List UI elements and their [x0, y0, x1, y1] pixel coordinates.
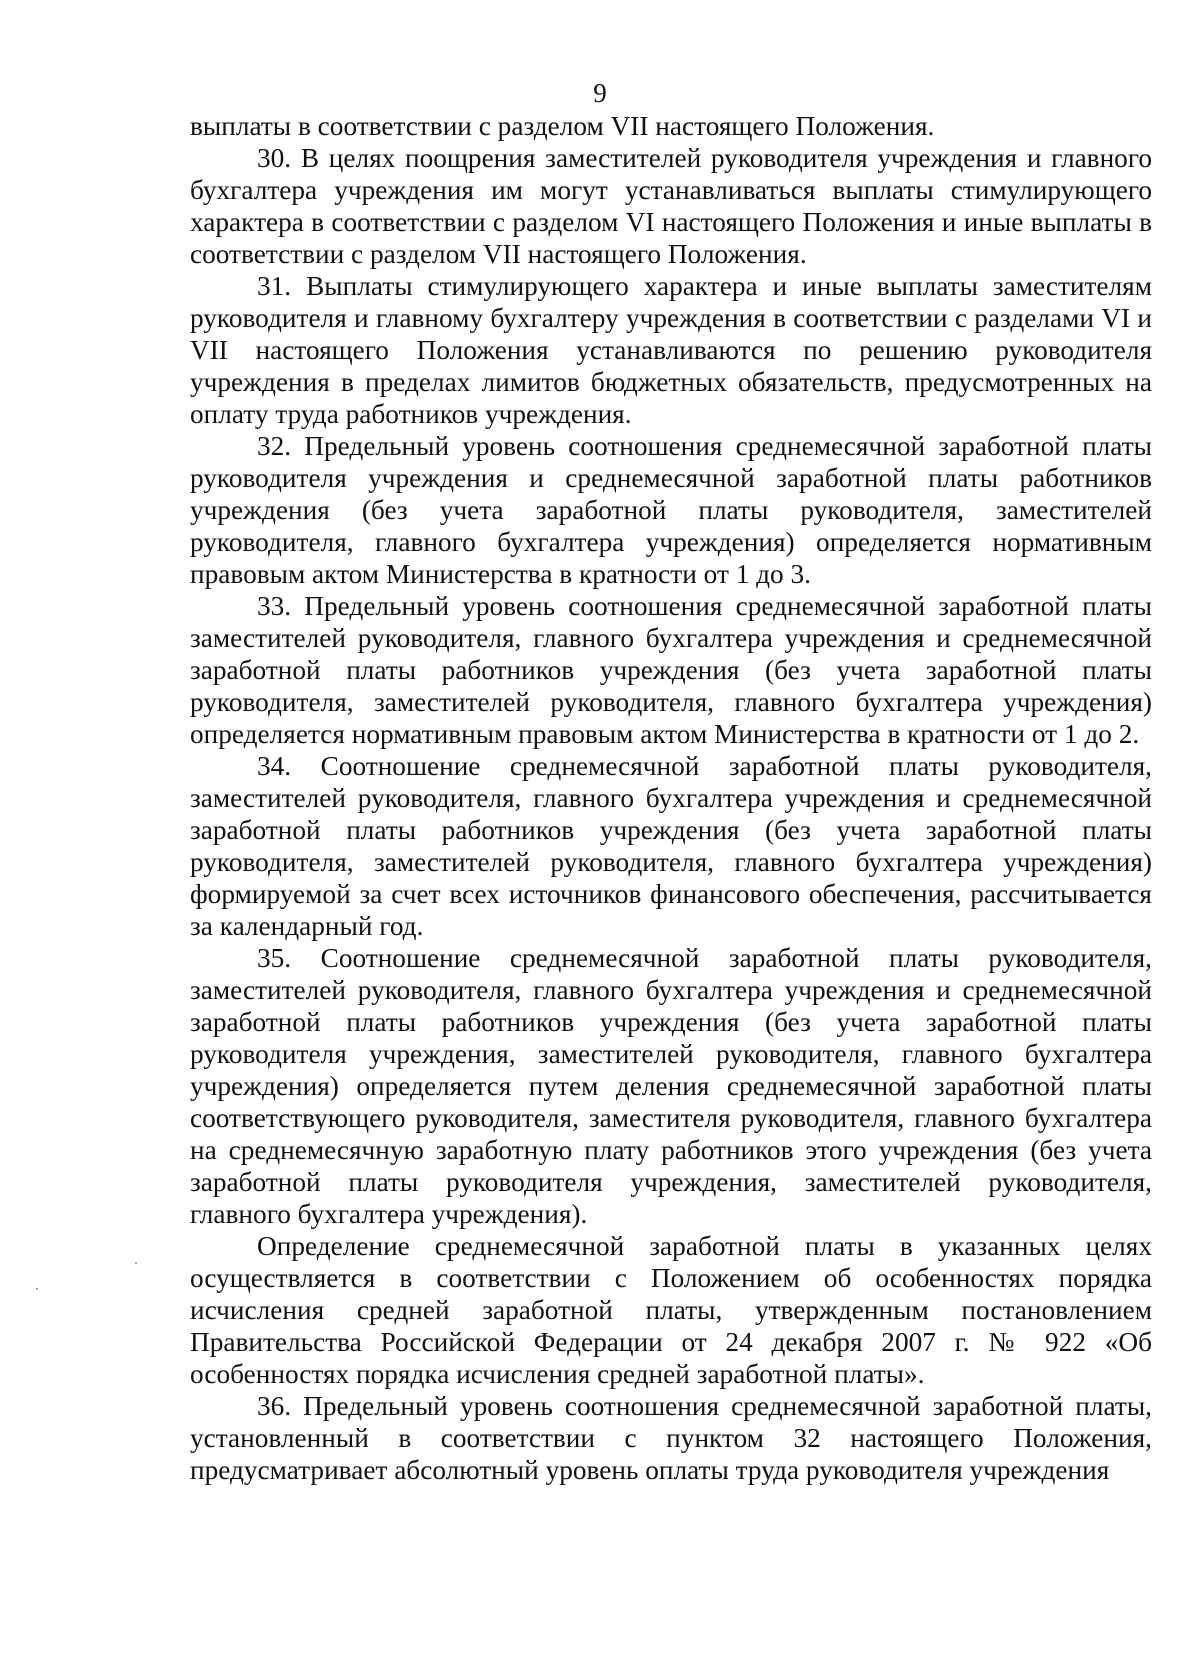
paragraph-32: 32. Предельный уровень соотношения среднемесячной заработной платы руководителя учреждения и среднемесячной заработной платы работников учреждения (без учета заработной платы руководителя, заместителей руководителя, главного бухгалтера учреждения) определяется нормативным правовым актом Министерства в кратности от 1 до 3. — [190, 431, 1152, 589]
page-number: 9 — [593, 78, 607, 108]
paragraph-36: 36. Предельный уровень соотношения среднемесячной заработной платы, установленный в соответствии с пунктом 32 настоящего Положения, предусматривает абсолютный уровень оплаты труда руководителя учреждения — [190, 1391, 1152, 1485]
paragraph-continuation: выплаты в соответствии с разделом VII настоящего Положения. — [190, 111, 935, 141]
paragraph-31: 31. Выплаты стимулирующего характера и иные выплаты заместителям руководителя и главному бухгалтеру учреждения в соответствии с разделами VI и VII настоящего Положения устанавливаются по решению руководителя учреждения в пределах лимитов бюджетных обязательств, предусмотренных на оплату труда работников учреждения. — [190, 271, 1152, 429]
paragraph-35-definition: Определение среднемесячной заработной платы в указанных целях осуществляется в соответствии с Положением об особенностях порядка исчисления средней заработной платы, утвержденным постановлением Правительства Российской Федерации от 24 декабря 2007 г. № 922 «Об особенностях порядка исчисления средней заработной платы». — [190, 1231, 1152, 1389]
paragraph-30: 30. В целях поощрения заместителей руководителя учреждения и главного бухгалтера учреждения им могут устанавливаться выплаты стимулирующего характера в соответствии с разделом VI настоящего Положения и иные выплаты в соответствии с разделом VII настоящего Положения. — [190, 143, 1152, 269]
paragraph-35: 35. Соотношение среднемесячной заработной платы руководителя, заместителей руководителя, главного бухгалтера учреждения и среднемесячной заработной платы работников учреждения (без учета заработной платы руководителя учреждения, заместителей руководителя, главного бухгалтера учреждения) определяется путем деления среднемесячной заработной платы соответствующего руководителя, заместителя руководителя, главного бухгалтера на среднемесячную заработную плату работников этого учреждения (без учета заработной платы руководителя учреждения, заместителей руководителя, главного бухгалтера учреждения). — [190, 943, 1152, 1229]
document-body — [190, 110, 1152, 1486]
scan-speck — [36, 1288, 38, 1290]
scan-speck — [135, 1262, 137, 1264]
paragraph-33: 33. Предельный уровень соотношения среднемесячной заработной платы заместителей руководителя, главного бухгалтера учреждения и среднемесячной заработной платы работников учреждения (без учета заработной платы руководителя, заместителей руководителя, главного бухгалтера учреждения) определяется нормативным правовым актом Министерства в кратности от 1 до 2. — [190, 591, 1152, 749]
paragraph-34: 34. Соотношение среднемесячной заработной платы руководителя, заместителей руководителя, главного бухгалтера учреждения и среднемесячной заработной платы работников учреждения (без учета заработной платы руководителя, заместителей руководителя, главного бухгалтера учреждения) формируемой за счет всех источников финансового обеспечения, рассчитывается за календарный год. — [190, 751, 1152, 941]
